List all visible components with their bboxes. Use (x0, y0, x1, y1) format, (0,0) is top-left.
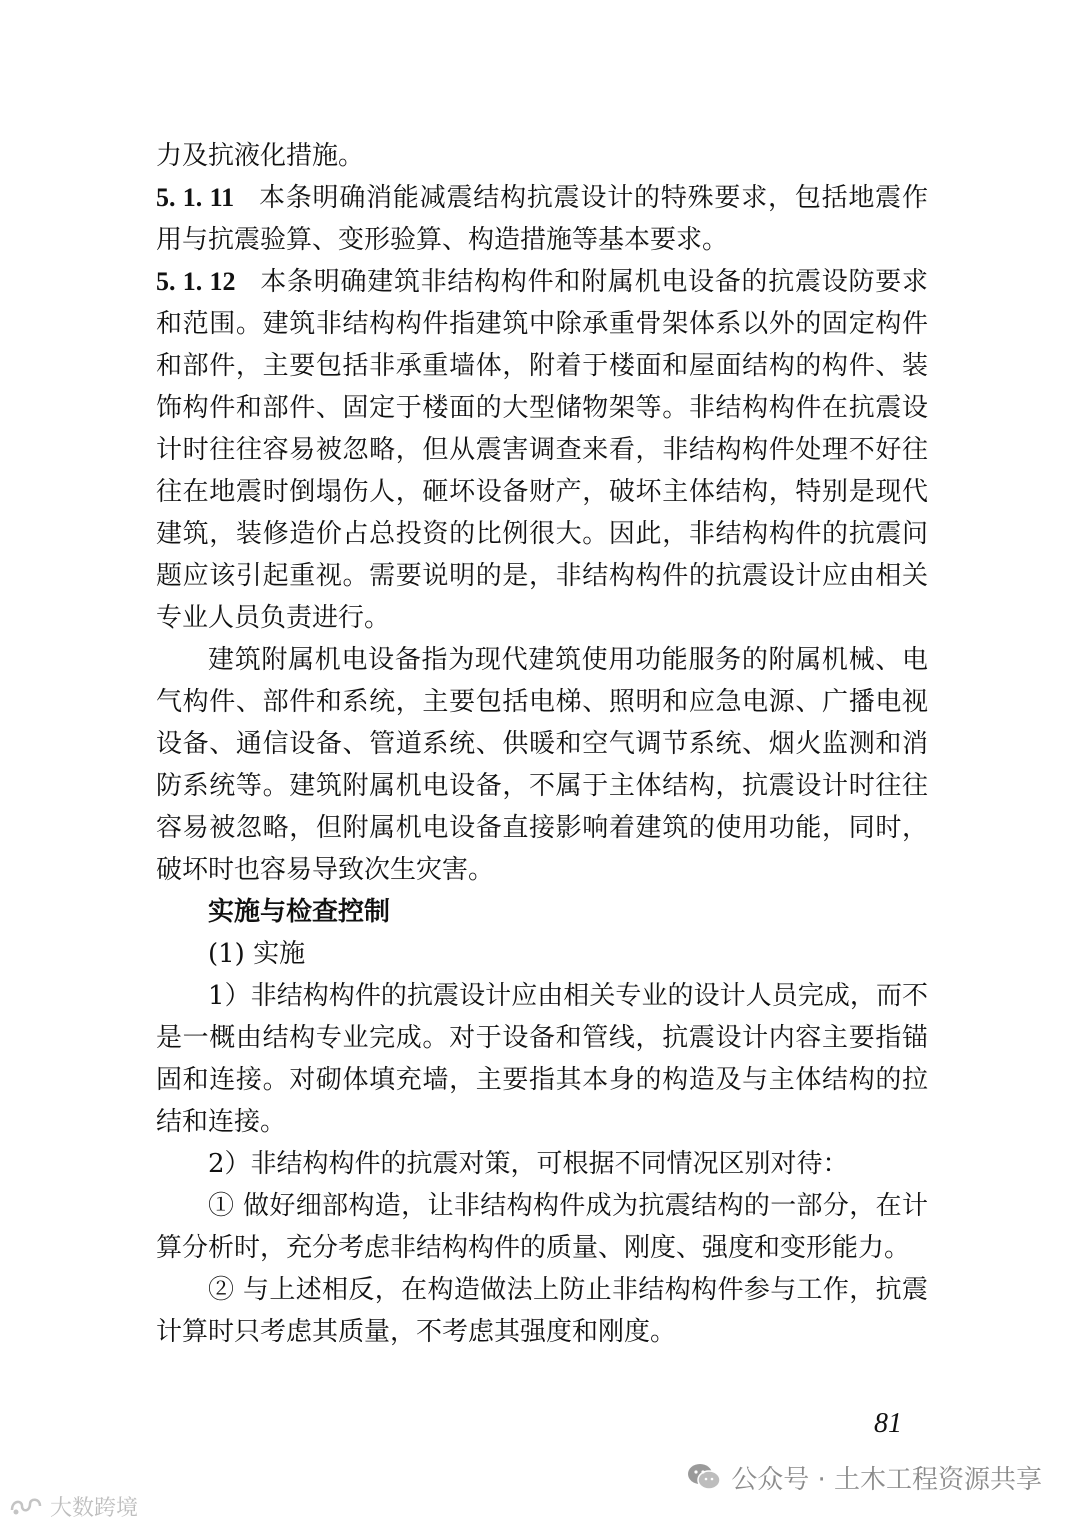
wechat-watermark-text: 公众号 · 土木工程资源共享 (731, 1464, 1042, 1495)
clause-5-1-11 (156, 177, 928, 261)
paragraph-continuation: 力及抗液化措施。 (156, 141, 365, 171)
list-item: 1）非结构构件的抗震设计应由相关专业的设计人员完成，而不是一概由结构专业完成。对于设备和管线，抗震设计内容主要指锚固和连接。对砌体填充墙，主要指其本身的构造及与主体结构的拉结和连接。 (156, 981, 928, 1137)
list-item: 2）非结构构件的抗震对策，可根据不同情况区别对待： (208, 1149, 849, 1179)
wechat-icon (687, 1463, 721, 1491)
body-text (156, 135, 928, 1353)
subheading-implementation: (1) 实施 (208, 939, 306, 969)
page-number: 81 (874, 1408, 902, 1439)
clause-number: 5. 1. 12 (156, 267, 236, 296)
clause-number: 5. 1. 11 (156, 183, 235, 212)
brand-watermark-text: 大数跨境 (50, 1495, 139, 1521)
brand-watermark (8, 1490, 138, 1522)
clause-text: 本条明确消能减震结构抗震设计的特殊要求，包括地震作用与抗震验算、变形验算、构造措施等基本要求。 (156, 183, 928, 255)
clause-text: 本条明确建筑非结构构件和附属机电设备的抗震设防要求和范围。建筑非结构构件指建筑中除承重骨架体系以外的固定构件和部件，主要包括非承重墙体，附着于楼面和屋面结构的构件、装饰构件和部件、固定于楼面的大型储物架等。非结构构件在抗震设计时往往容易被忽略，但从震害调查来看，非结构构件处理不好往往在地震时倒塌伤人，砸坏设备财产，破坏主体结构，特别是现代建筑，装修造价占总投资的比例很大。因此，非结构构件的抗震问题应该引起重视。需要说明的是，非结构构件的抗震设计应由相关专业人员负责进行。 (156, 267, 928, 633)
clause-5-1-12 (156, 261, 928, 639)
section-heading: 实施与检查控制 (208, 897, 391, 927)
brand-logo-icon (8, 1494, 44, 1518)
list-subitem: ① 做好细部构造，让非结构构件成为抗震结构的一部分，在计算分析时，充分考虑非结构构件的质量、刚度、强度和变形能力。 (156, 1191, 928, 1263)
paragraph-equipment: 建筑附属机电设备指为现代建筑使用功能服务的附属机械、电气构件、部件和系统，主要包括电梯、照明和应急电源、广播电视设备、通信设备、管道系统、供暖和空气调节系统、烟火监测和消防系统等。建筑附属机电设备，不属于主体结构，抗震设计时往往容易被忽略，但附属机电设备直接影响着建筑的使用功能，同时，破坏时也容易导致次生灾害。 (156, 645, 928, 885)
list-subitem: ② 与上述相反，在构造做法上防止非结构构件参与工作，抗震计算时只考虑其质量，不考虑其强度和刚度。 (156, 1275, 928, 1347)
wechat-watermark (687, 1457, 1042, 1497)
